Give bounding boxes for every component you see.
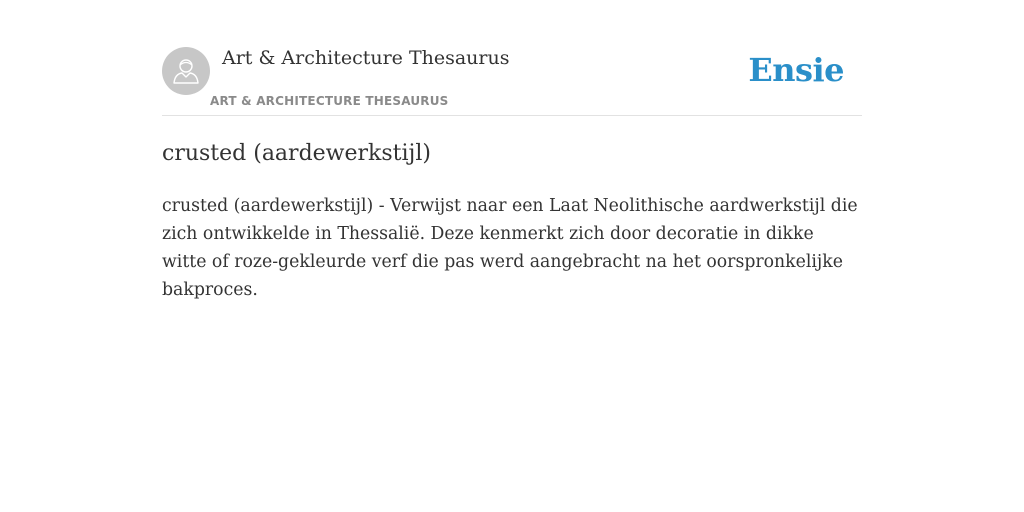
header bbox=[162, 40, 862, 116]
avatar[interactable] bbox=[162, 47, 210, 95]
user-icon bbox=[171, 56, 201, 86]
site-subtitle[interactable]: ART & ARCHITECTURE THESAURUS bbox=[210, 94, 449, 108]
entry-title: crusted (aardewerkstijl) bbox=[162, 141, 431, 166]
site-title[interactable]: Art & Architecture Thesaurus bbox=[222, 47, 510, 69]
brand-logo[interactable]: Ensie bbox=[748, 51, 844, 89]
entry-definition: crusted (aardewerkstijl) - Verwijst naar een Laat Neolithische aardwerkstijl die zich ontwikkelde in Thessalië. Deze kenmerkt zich door decoratie in dikke witte of roze-gekleurde verf die pas werd aangebracht na het oorspronkelijke bakproces. bbox=[162, 196, 858, 300]
